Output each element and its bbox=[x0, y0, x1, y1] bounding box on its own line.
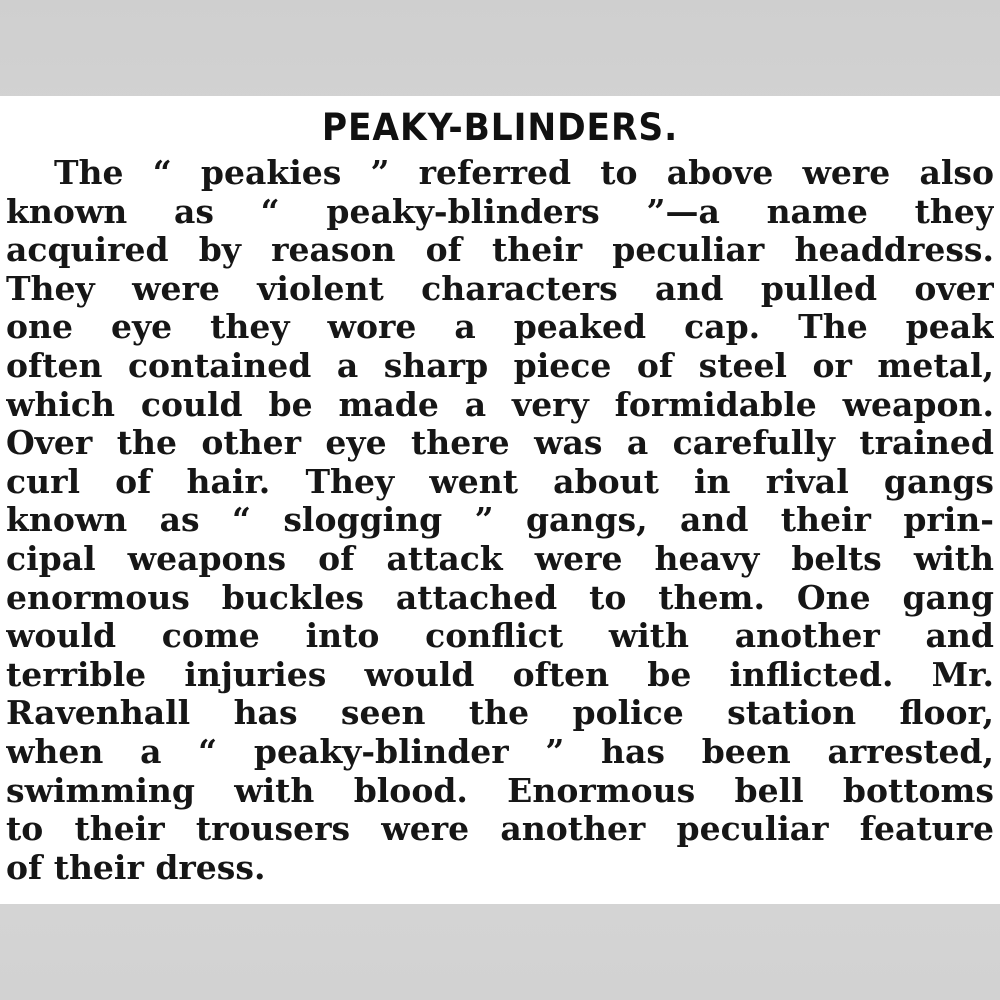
article-line: terrible injuries would often be inflicted. Mr. bbox=[6, 655, 994, 694]
article-line: would come into conflict with another and bbox=[6, 617, 994, 656]
article-headline: PEAKY-BLINDERS. bbox=[321, 106, 679, 149]
article-body bbox=[6, 154, 994, 887]
article-line: which could be made a very formidable weapon. bbox=[6, 385, 994, 424]
article-line: Ravenhall has seen the police station floor, bbox=[6, 694, 994, 733]
article-line: enormous buckles attached to them. One gang bbox=[6, 578, 994, 617]
article-line: The “ peakies ” referred to above were also bbox=[54, 154, 994, 192]
article-line: when a “ peaky-blinder ” has been arrested, bbox=[6, 732, 994, 771]
article-line: often contained a sharp piece of steel or metal, bbox=[6, 346, 994, 385]
article-line: They were violent characters and pulled over bbox=[6, 269, 994, 308]
article-line: of their dress. bbox=[6, 848, 266, 887]
article-line: curl of hair. They went about in rival gangs bbox=[6, 462, 994, 501]
article-line: acquired by reason of their peculiar headdress. bbox=[6, 231, 994, 270]
article-line: cipal weapons of attack were heavy belts with bbox=[6, 539, 994, 578]
article-line: to their trousers were another peculiar feature bbox=[6, 810, 994, 849]
article-line: known as “ peaky-blinders ”—a name they bbox=[6, 192, 994, 231]
article-line: known as “ slogging ” gangs, and their prin- bbox=[6, 501, 994, 540]
article-line: one eye they wore a peaked cap. The peak bbox=[6, 308, 994, 347]
article-line: Over the other eye there was a carefully trained bbox=[6, 424, 994, 463]
article-line: swimming with blood. Enormous bell bottoms bbox=[6, 771, 994, 810]
